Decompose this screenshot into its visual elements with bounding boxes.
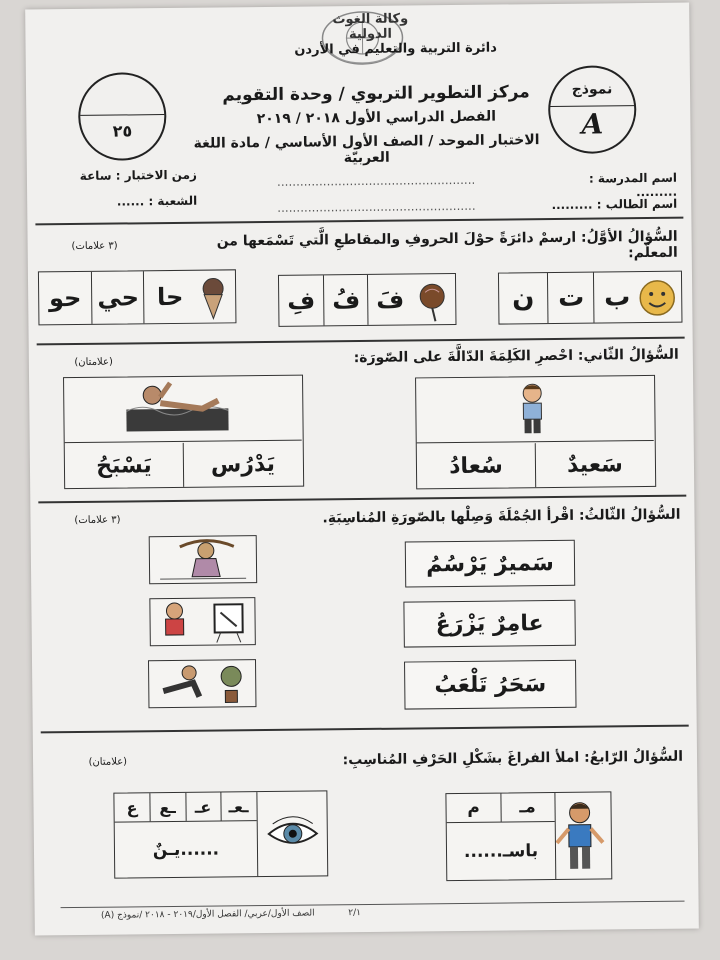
school-label: اسم المدرسة : ......... — [588, 170, 678, 200]
student-dots: .................................................... — [277, 198, 476, 215]
word-option[interactable]: سَعيدٌ — [535, 442, 654, 487]
q1-group-3 — [38, 269, 237, 325]
smiley-icon — [637, 278, 677, 318]
q1-marks: (٣ علامات) — [71, 240, 118, 253]
exam-paper — [25, 3, 699, 936]
time-label: زمن الاختبار : ساعة — [79, 167, 197, 183]
boy-icon — [512, 381, 553, 437]
divider — [38, 495, 686, 504]
syllable-cell[interactable]: حي — [91, 271, 145, 324]
section-label: الشعبة : ...... — [116, 193, 198, 209]
syllable-cell[interactable]: فَ — [367, 274, 413, 324]
q1-group-1 — [498, 271, 683, 325]
syllable-cell[interactable]: فُ — [323, 275, 369, 325]
picture-card[interactable] — [149, 597, 255, 646]
lollipop-icon — [413, 278, 451, 322]
q3-marks: (٣ علامات) — [74, 514, 121, 527]
ice-cream-icon — [195, 274, 231, 320]
divider — [37, 337, 685, 346]
divider — [41, 725, 689, 734]
swimmer-icon — [122, 378, 233, 437]
q4-exercise-1 — [445, 791, 612, 881]
syllable-cell[interactable]: حو — [48, 283, 82, 313]
q3-title: السُّؤالُ الثّالثُ: اقْرأ الجُمْلَةَ وَصِلْها بالصّورَةِ المُناسِبَةِ. — [322, 506, 681, 527]
letter-cell[interactable]: ب — [593, 272, 641, 322]
letter-option[interactable]: ع — [126, 797, 138, 817]
model-circle — [548, 65, 637, 154]
q4-title: السُّؤالُ الرّابعُ: املأ الفراغَ بشَكْلِ الحَرْفِ المُناسِبِ: — [342, 748, 684, 769]
syllable-cell[interactable]: حا — [143, 271, 197, 324]
fill-blank-word[interactable]: ......يـنٌ — [152, 839, 220, 861]
q1-group-2 — [278, 273, 457, 327]
q1-title: السُّؤالُ الأوَّلُ: ارسمْ دائرَةً حوْلَ الحروفِ والمقاطعِ الَّتي تَسْمَعها من المعلّم: — [216, 228, 678, 262]
fill-blank-word[interactable]: باسـ...... — [463, 841, 539, 862]
sentence-card[interactable]: سَميرٌ يَرْسُمُ — [405, 540, 575, 588]
letter-option[interactable]: مـ — [519, 797, 536, 818]
boy-standing-icon — [552, 798, 607, 875]
word-option[interactable]: يَسْبَحُ — [96, 452, 152, 479]
boy-planting-icon — [149, 660, 255, 707]
agency-title: وكالة الغوث الدولية — [332, 11, 409, 43]
eye-icon — [265, 807, 322, 858]
q2-marks: (علامتان) — [74, 356, 113, 369]
score-total: ٢٥ — [112, 121, 133, 141]
picture-card[interactable] — [148, 659, 256, 708]
word-option[interactable]: سُعادُ — [449, 453, 503, 479]
girl-playing-icon — [150, 536, 256, 583]
letter-option[interactable]: ـع — [159, 797, 176, 817]
q2-panel-2 — [63, 375, 304, 490]
exam-title: الاختبار الموحد / الصف الأول الأساسي / مادة اللغة العربيّة — [193, 132, 540, 167]
picture-card[interactable] — [149, 535, 257, 584]
boy-painting-icon — [150, 598, 254, 645]
divider — [35, 217, 683, 226]
page-number: ٢/١ — [348, 908, 362, 919]
footer-info: الصف الأول/عربي/ الفصل الأول/٢٠١٩ - ٢٠١٨ /نموذج (A) — [100, 908, 315, 921]
syllable-cell[interactable]: فِ — [287, 286, 316, 315]
model-label: نموذج — [571, 81, 613, 98]
letter-option[interactable]: ـعـ — [228, 796, 249, 816]
q4-exercise-2 — [113, 790, 328, 878]
department-title: دائرة التربية والتعليم في الأردن — [294, 40, 497, 58]
center-title: مركز التطوير التربوي / وحدة التقويم — [222, 82, 530, 106]
letter-option[interactable]: عـ — [194, 797, 212, 817]
semester-title: الفصل الدراسي الأول ٢٠١٨ / ٢٠١٩ — [256, 108, 497, 128]
school-dots: .................................................... — [276, 172, 476, 189]
q2-panel-1 — [415, 375, 656, 490]
q2-title: السُّؤالُ الثّاني: احْصرِ الكَلِمَةَ الدّالَّةَ على الصّورَة: — [353, 346, 679, 367]
letter-cell[interactable]: ن — [511, 283, 535, 314]
letter-option[interactable]: م — [467, 797, 480, 818]
student-label: اسم الطالب : ......... — [551, 196, 678, 213]
sentence-card[interactable]: عامِرٌ يَزْرَعُ — [403, 600, 575, 648]
model-code: A — [581, 107, 604, 141]
word-option[interactable]: يَدْرُس — [183, 442, 302, 487]
letter-cell[interactable]: ت — [547, 273, 595, 323]
q4-marks: (علامتان) — [88, 756, 128, 768]
score-circle — [78, 72, 167, 161]
sentence-card[interactable]: سَحَرُ تَلْعَبُ — [404, 660, 576, 710]
